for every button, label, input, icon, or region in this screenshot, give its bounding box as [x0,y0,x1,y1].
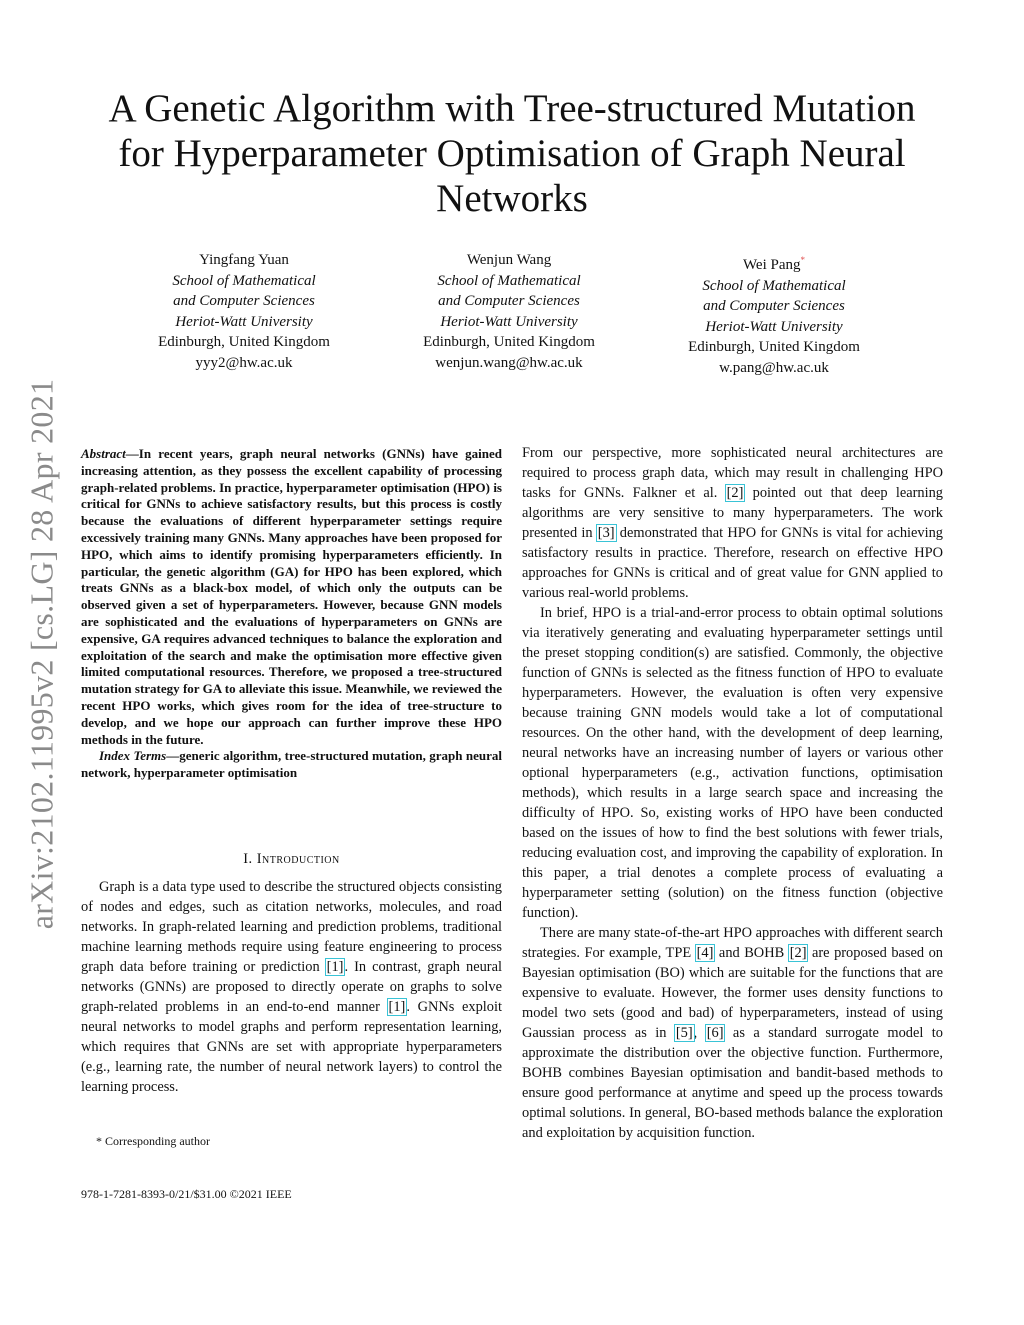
citation-link[interactable]: [5] [675,1025,693,1041]
author-location: Edinburgh, United Kingdom [423,334,595,350]
author-block-2 [389,250,629,373]
title-line: A Genetic Algorithm with Tree-structured Mutation [108,87,916,130]
citation-link[interactable]: [2] [789,945,807,961]
right-column-body [522,443,943,1143]
author-name-row [654,250,894,276]
copyright-notice: 978-1-7281-8393-0/21/$31.00 ©2021 IEEE [81,1187,292,1201]
paragraph-text: There are many state-of-the-art HPO approaches with different search strategies. For example, TPE [522,925,943,961]
paragraph-text: as a standard surrogate model to approximate the distribution over the objective function. Furthermore, BOHB combines Bayesian optimisation and bandit-based methods to ensure good performance at anytime and speed up the process towards optimal solutions. In general, BO-based methods balance the exploration and exploitation by acquisition function. [522,1025,943,1141]
citation-link[interactable]: [6] [706,1025,724,1041]
author-affiliation: and Computer Sciences [173,293,315,309]
title-line: Networks [436,177,588,220]
author-email: wenjun.wang@hw.ac.uk [435,354,583,371]
section-number: I. [243,851,253,867]
author-location: Edinburgh, United Kingdom [688,339,860,355]
citation-link[interactable]: [1] [388,999,406,1015]
author-name: Wenjun Wang [466,252,552,268]
paragraph-text: From our perspective, more sophisticated neural architectures are required to process graph data, which may result in challenging HPO tasks for GNNs. Falkner et al. [522,445,943,501]
paragraph: In brief, HPO is a trial-and-error process to obtain optimal solutions via iteratively generating and evaluating hyperparameter settings until the preset stopping condition(s) are satisfied. Commonly, the objective function of GNNs is selected as the fitness function of HPO to evaluate hyperparameters. However, the evaluation is often very expensive because training GNN models would take a lot of computational resources. On the other hand, with the development of deep learning, neural networks have an increasing number of layers or various other optional hyperparameters (e.g., activation functions, optimisation methods), which results in a large search space and increasing the difficulty of HPO. So, existing works of HPO have been conducted based on the issues of how to find the best solutions with fewer trials, reducing evaluation cost, and improving the capability of exploration. In this paper, a trial denotes a complete process of evaluating a hyperparameter setting (solution) on the fitness function (objective function). [522,605,943,921]
citation-link[interactable]: [2] [726,485,744,501]
author-block-1 [124,250,364,373]
author-affiliation: and Computer Sciences [438,293,580,309]
author-affiliation: and Computer Sciences [703,298,845,314]
corresponding-mark[interactable]: * [800,255,806,265]
author-affiliation: School of Mathematical [702,277,846,294]
paragraph [81,877,502,1097]
author-name: Yingfang Yuan [199,252,289,268]
index-terms-label: Index Terms [99,748,167,764]
paragraph-text: Graph is a data type used to describe the structured objects consisting of nodes and edges, such as citation networks, molecules, and road networks. In graph-related learning and prediction problems, traditional machine learning methods require using feature engineering to process graph data before training or prediction [81,879,502,975]
paragraph-text: demonstrated that HPO for GNNs is vital for achieving satisfactory results in practice. Therefore, research on effective HPO approaches for GNNs is critical and of great value for GNN applied to various real-world problems. [522,525,943,601]
abstract: Abstract—In recent years, graph neural networks (GNNs) have gained increasing attention, as they possess the excellent capability of processing graph-related problems. In practice, hyperparameter optimisation (HPO) is critical for GNNs to achieve satisfactory results, but this process is costly because the evaluations of different hyperparameter settings require excessively training many GNNs. Many approaches have been proposed for HPO, which aims to identify promising hyperparameters efficiently. In particular, the genetic algorithm (GA) for HPO has been explored, which treats GNNs as a black-box model, of which only the outputs can be observed given a set of hyperparameters. However, because GNN models are sophisticated and the evaluations of hyperparameters on GNNs are expensive, GA requires advanced techniques to balance the exploration and exploitation of the search and make the optimisation more effective given limited computational resources. Therefore, we proposed a tree-structured mutation strategy for GA to alleviate this issue. Meanwhile, we reviewed the recent HPO works, which gives room for the idea of tree-structure to develop, and we hope our approach can further improve these HPO methods in the future. Index Terms—generic algorithm, tree-structured mutation, graph neural network, hyperparameter optimisation [81,446,502,781]
abstract-label: Abstract [81,446,126,461]
author-location: Edinburgh, United Kingdom [158,334,330,350]
arxiv-identifier-stamp: arXiv:2102.11995v2 [cs.LG] 28 Apr 2021 [23,378,60,930]
author-name: Wei Pang [742,257,801,273]
footnote-corresponding-author: * Corresponding author [96,1134,210,1148]
paragraph-text: . In contrast, graph neural networks (GNNs) are proposed to directly operate on graphs to solve graph-related problems in an end-to-end manner [81,959,502,1015]
author-affiliation: School of Mathematical [437,272,581,289]
paragraph-text: are proposed based on Bayesian optimisation (BO) which are suitable for the functions that are expensive to evaluate. However, the former uses density functions to model two sets (good and bad) of hyperparameters, instead of using Gaussian process as in [522,945,943,1041]
citation-link[interactable]: [3] [597,525,615,541]
paragraph-text: . GNNs exploit neural networks to model graphs and perform representation learning, which requires that GNNs are set with appropriate hyperparameters (e.g., learning rate, the number of neural network layers) to control the learning process. [81,999,502,1095]
citation-link[interactable]: [1] [326,959,344,975]
paragraph-text: and BOHB [714,945,789,961]
author-block-3 [654,250,894,378]
author-email: yyy2@hw.ac.uk [195,354,293,371]
author-affiliation: Heriot-Watt University [440,313,578,330]
paragraph [522,923,943,1143]
index-terms-text: generic algorithm, tree-structured mutation, graph neural network, hyperparameter optimisation [81,748,502,781]
paragraph-text: pointed out that deep learning algorithms are very sensitive to many hyperparameters. The work presented in [522,485,944,541]
paragraph-text: , [693,1025,706,1041]
title-line: for Hyperparameter Optimisation of Graph Neural [118,132,906,175]
paper-title [80,86,944,221]
author-affiliation: School of Mathematical [172,272,316,289]
introduction-body [81,877,502,1097]
author-email: w.pang@hw.ac.uk [719,359,829,376]
paragraph [522,443,943,603]
section-title: Introduction [256,851,340,867]
abstract-text: In recent years, graph neural networks (GNNs) have gained increasing attention, as they possess the excellent capability of processing graph-related problems. In practice, hyperparameter optimisation (HPO) is critical for GNNs to achieve satisfactory results, but this process is costly because the evaluations of different hyperparameter settings require excessively training many GNNs. Many approaches have been proposed for HPO, which aims to identify promising hyperparameters efficiently. In particular, the genetic algorithm (GA) for HPO has been explored, which treats GNNs as a black-box model, of which only the outputs can be observed given a set of hyperparameters. However, because GNN models are sophisticated and the evaluations of hyperparameters on GNNs are expensive, GA requires advanced techniques to balance the exploration and exploitation of the search and make the optimisation more effective given limited computational resources. Therefore, we proposed a tree-structured mutation strategy for GA to alleviate this issue. Meanwhile, we reviewed the recent HPO works, which gives room for the idea of tree-structure to develop, and we hope our approach can further improve these HPO methods in the future. [81,446,502,747]
citation-link[interactable]: [4] [696,945,714,961]
section-heading-introduction [81,851,502,868]
author-affiliation: Heriot-Watt University [175,313,313,330]
author-affiliation: Heriot-Watt University [705,318,843,335]
